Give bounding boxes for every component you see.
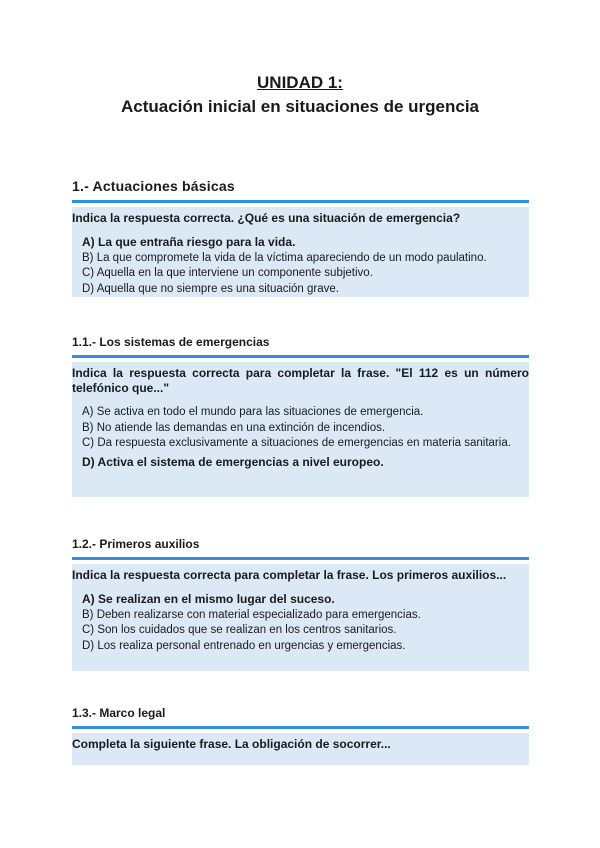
option: D) Aquella que no siempre es una situación grave. (82, 282, 339, 295)
option-correct: D) Activa el sistema de emergencias a nivel europeo. (82, 454, 384, 469)
unit-subtitle: Actuación inicial en situaciones de urgencia (120, 97, 480, 116)
question-box (72, 564, 529, 671)
title-block (0, 73, 600, 117)
option: B) La que compromete la vida de la víctima apareciendo de un modo paulatino. (82, 251, 487, 264)
question-text: Indica la respuesta correcta para completar la frase. Los primeros auxilios... (72, 568, 507, 582)
unit-title: UNIDAD 1: (257, 73, 343, 92)
options-list (72, 235, 529, 297)
option: B) No atiende las demandas en una extinción de incendios. (82, 421, 386, 434)
option: C) Son los cuidados que se realizan en los centros sanitarios. (82, 624, 397, 636)
question-text: Indica la respuesta correcta. ¿Qué es una situación de emergencia? (72, 211, 461, 225)
section-sistemas-emergencias (72, 335, 529, 497)
section-actuaciones-basicas (72, 178, 529, 297)
option: D) Los realiza personal entrenado en urgencias y emergencias. (82, 639, 406, 652)
section-primeros-auxilios (72, 537, 529, 671)
options-list (72, 592, 529, 654)
question-text: Indica la respuesta correcta para completar la frase. "El 112 es un número telefónico que..." (72, 366, 529, 395)
option: A) Se activa en todo el mundo para las situaciones de emergencia. (82, 406, 424, 418)
section-marco-legal (72, 706, 529, 765)
section-heading: 1.1.- Los sistemas de emergencias (72, 335, 529, 358)
options-list (72, 405, 529, 470)
question-box (72, 733, 529, 765)
section-heading: 1.- Actuaciones básicas (72, 178, 529, 203)
section-heading: 1.3.- Marco legal (72, 706, 529, 729)
question-box (72, 207, 529, 297)
option: C) Aquella en la que interviene un componente subjetivo. (82, 267, 373, 279)
option: C) Da respuesta exclusivamente a situaciones de emergencias en materia sanitaria. (82, 437, 511, 449)
option-correct: A) Se realizan en el mismo lugar del suceso. (82, 592, 335, 606)
question-text: Completa la siguiente frase. La obligación de socorrer... (72, 737, 391, 751)
option-correct: A) La que entraña riesgo para la vida. (82, 235, 296, 249)
question-box (72, 362, 529, 497)
section-heading: 1.2.- Primeros auxilios (72, 537, 529, 560)
option: B) Deben realizarse con material especializado para emergencias. (82, 608, 421, 621)
